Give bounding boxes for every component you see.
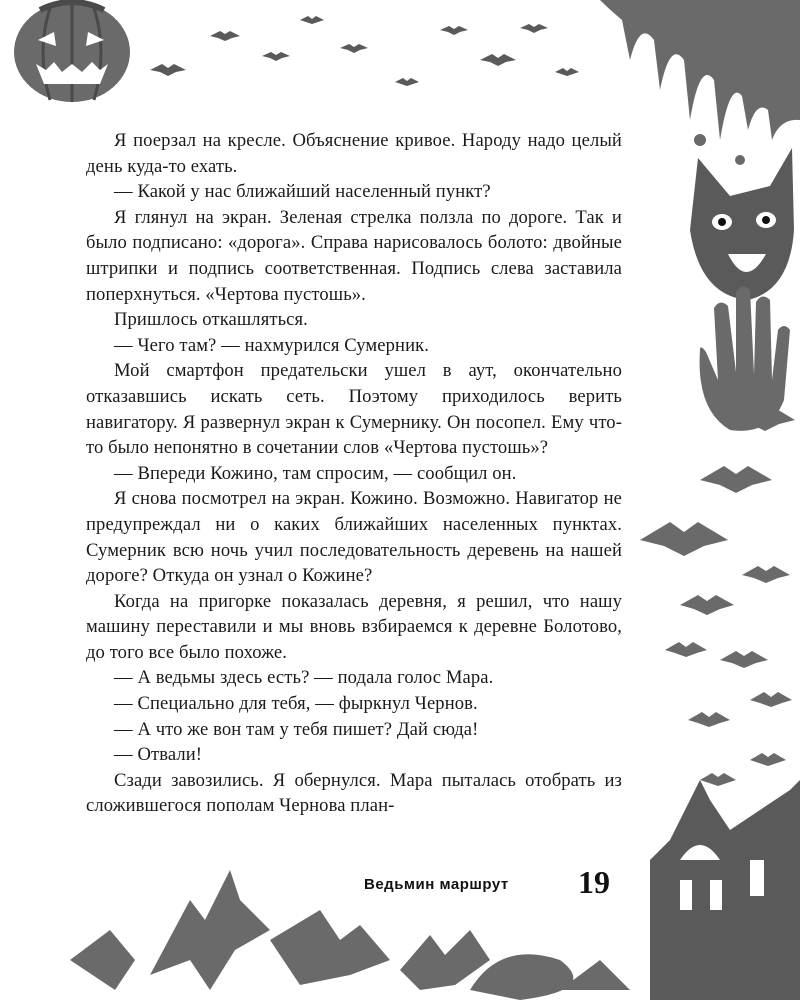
bat-icon bbox=[70, 870, 630, 1000]
cat-face-icon bbox=[690, 148, 794, 300]
page-number: 19 bbox=[578, 864, 610, 900]
bat-icon bbox=[150, 16, 579, 86]
paragraph: — Какой у нас ближайший населенный пункт? bbox=[114, 181, 491, 203]
paragraph: — Впереди Кожино, там спросим, — сообщил он. bbox=[114, 462, 517, 484]
running-footer-title: Ведьмин маршрут bbox=[364, 876, 509, 893]
paragraph: — Отвали! bbox=[114, 744, 203, 766]
paragraph: Мой смартфон предательски ушел в аут, окончательно отказавшись искать сеть. Поэтому приходилось верить навигатору. Я развернул экран к Сумернику. Он посопел. Ему что-то было непонятно в сочетании слов «Чертова пустошь»? bbox=[86, 360, 622, 459]
paragraph: Когда на пригорке показалась деревня, я решил, что нашу машину переставили и мы вновь взбираемся к деревне Болотово, до того все было похоже. bbox=[86, 590, 622, 663]
paragraph: — А что же вон там у тебя пишет? Дай сюда! bbox=[114, 718, 479, 740]
church-icon bbox=[650, 780, 800, 1000]
paragraph: Я снова посмотрел на экран. Кожино. Возможно. Навигатор не предупреждал ни о каких ближайших населенных пунктах. Сумерник всю ночь учил последовательность деревень на нашей дороге? Откуда он узнал о Кожине? bbox=[86, 488, 622, 587]
paragraph: Пришлось откашляться. bbox=[114, 309, 308, 331]
paragraph: — Чего там? — нахмурился Сумерник. bbox=[114, 334, 430, 356]
paragraph: Я глянул на экран. Зеленая стрелка ползла по дороге. Так и было подписано: «дорога». Справа нарисовалось болото: двойные штрипки и подпись соответственная. Подпись слева заставила поперхнуться. «Чертова пустошь». bbox=[86, 206, 622, 305]
jack-o-lantern-icon bbox=[14, 2, 130, 102]
paragraph: — Специально для тебя, — фыркнул Чернов. bbox=[114, 693, 478, 715]
paragraph: — А ведьмы здесь есть? — подала голос Мара. bbox=[114, 667, 494, 689]
paragraph: Я поерзал на кресле. Объяснение кривое. Народу надо целый день куда-то ехать. bbox=[86, 130, 622, 177]
main-text bbox=[86, 128, 622, 819]
paragraph: Сзади завозились. Я обернулся. Мара пыталась отобрать из сложившегося пополам Чернова план- bbox=[86, 769, 622, 817]
bat-icon bbox=[640, 408, 795, 786]
paint-drip-icon bbox=[600, 0, 800, 165]
